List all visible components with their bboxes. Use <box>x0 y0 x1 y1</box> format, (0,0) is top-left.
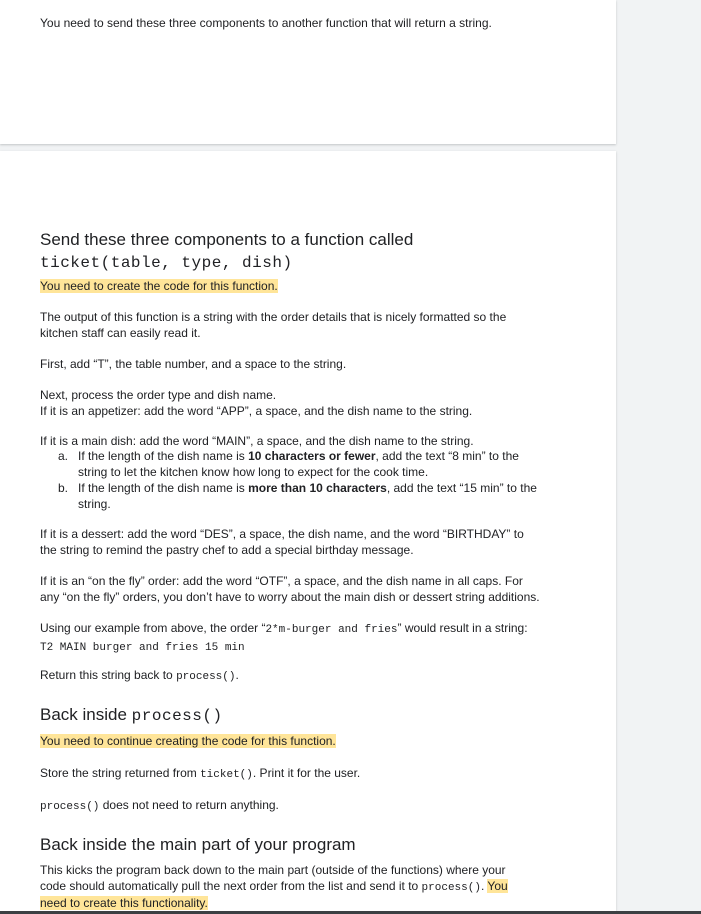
output-description: The output of this function is a string with the order details that is nicely formatted so the kitchen staff can easily read it. <box>40 310 507 340</box>
document-page-top <box>0 0 616 144</box>
bold-more: more than 10 characters <box>248 481 387 495</box>
process-heading: Back inside process() <box>40 705 223 725</box>
ticket-highlight: You need to create the code for this function. <box>40 279 278 293</box>
list-item-b <box>58 481 540 512</box>
first-step: First, add “T”, the table number, and a space to the string. <box>40 357 347 371</box>
appetizer-rule: If it is an appetizer: add the word “APP”, a space, and the dish name to the string. <box>40 403 473 418</box>
next-step <box>40 388 540 419</box>
list-text-a: If the length of the dish name is 10 characters or fewer, add the text “8 min” to the string to let the kitchen know how long to expect for the cook time. <box>78 449 519 479</box>
list-marker-b: b. <box>58 481 69 495</box>
ticket-instruction <box>40 279 540 295</box>
dessert-rule: If it is a dessert: add the word “DES”, a space, the dish name, and the word “BIRTHDAY” to the string to remind the pastry chef to add a special birthday message. <box>40 527 524 557</box>
process-code: process() <box>176 671 236 683</box>
process-code-2: process() <box>40 801 100 813</box>
process-heading-code: process() <box>131 707 223 725</box>
example-text: Using our example from above, the order “2*m-burger and fries” would result in a string: T2 MAIN burger and fries 15 min <box>40 621 528 654</box>
example-result-code: T2 MAIN burger and fries 15 min <box>40 641 245 654</box>
main-body: This kicks the program back down to the main part (outside of the functions) where your code should automatically pull the next order from the list and send it to process(). You need to create this functionality. <box>40 863 508 910</box>
list-item-a <box>58 449 540 480</box>
example-order-code: 2*m-burger and fries <box>265 624 398 636</box>
ticket-heading-text: Send these three components to a function called <box>40 230 414 249</box>
main-heading: Back inside the main part of your program <box>40 835 356 854</box>
process-highlight: You need to continue creating the code for this function. <box>40 734 336 748</box>
process-instruction <box>40 734 540 750</box>
ticket-signature: ticket(table, type, dish) <box>40 254 293 272</box>
list-text-b: If the length of the dish name is more than 10 characters, add the text “15 min” to the string. <box>78 481 537 511</box>
process-code-3: process() <box>421 881 481 894</box>
bold-fewer: 10 characters or fewer <box>248 449 376 463</box>
next-step-line1: Next, process the order type and dish name. <box>40 388 277 402</box>
store-text: Store the string returned from ticket(). Print it for the user. <box>40 766 361 781</box>
main-dish-rule: If it is a main dish: add the word “MAIN”, a space, and the dish name to the string. <box>40 434 474 448</box>
main-highlight: You need to create this functionality. <box>40 878 508 910</box>
no-return-text: process() does not need to return anything. <box>40 798 279 813</box>
ticket-heading <box>40 229 413 274</box>
otf-rule: If it is an “on the fly” order: add the word “OTF”, a space, and the dish name in all caps. For any “on the fly” orders, you don’t have to worry about the main dish or dessert string additions. <box>40 574 540 604</box>
return-text: Return this string back to process(). <box>40 668 239 683</box>
ticket-code: ticket() <box>200 769 253 781</box>
list-marker-a: a. <box>58 449 69 463</box>
document-page-main <box>0 151 616 911</box>
send-components-text: You need to send these three components to another function that will return a string. <box>40 16 492 30</box>
